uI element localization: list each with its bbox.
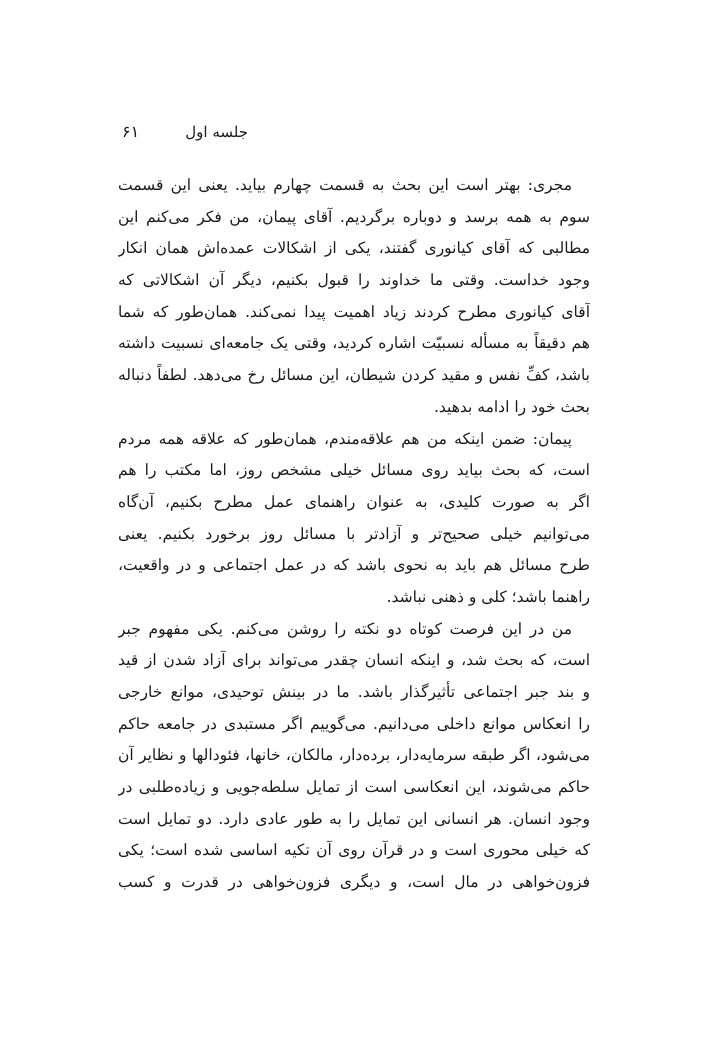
- text-line: حاکم می‌شوند، این انعکاسی است از تمایل سلطه‌جویی و زیاده‌طلبی در: [118, 778, 590, 797]
- running-header: [122, 122, 248, 142]
- text-line: اگر به صورت کلیدی، به عنوان راهنمای عمل مطرح بکنیم، آن‌گاه: [118, 492, 590, 511]
- text-line: مجری: بهتر است این بحث به قسمت چهارم بیاید. یعنی این قسمت: [118, 176, 572, 194]
- text-line: طرح مسائل هم باید به نحوی باشد که در عمل اجتماعی و در واقعیت،: [118, 556, 590, 575]
- text-line: وجود انسان. هر انسانی این تمایل را به طور عادی دارد. دو تمایل است: [118, 809, 590, 828]
- text-line: وجود خداست. وقتی ما خداوند را قبول بکنیم، دیگر آن اشکالاتی که: [118, 271, 590, 290]
- body-text: [118, 170, 590, 899]
- text-line: پیمان: ضمن اینکه من هم علاقه‌مندم، همان‌طور که علاقه همه مردم: [118, 429, 572, 448]
- text-line: بحث خود را ادامه بدهید.: [433, 397, 590, 416]
- text-line: و بند جبر اجتماعی تأثیرگذار باشد. ما در بینش توحیدی، موانع خارجی: [118, 683, 590, 701]
- text-line: سوم به همه برسد و دوباره برگردیم. آقای پیمان، من فکر می‌کنم این: [118, 207, 590, 226]
- text-line: فزون‌خواهی در مال است، و دیگری فزون‌خواهی در قدرت و کسب: [118, 873, 590, 892]
- text-line: هم دقیقاً به مسأله نسبیّت اشاره کردید، وقتی یک جامعه‌ای نسبیت داشته: [118, 334, 590, 353]
- text-line: است، که بحث شد، و اینکه انسان چقدر می‌تواند برای آزاد شدن از قید: [118, 651, 590, 670]
- text-line: می‌توانیم خیلی صحیح‌تر و آزادتر با مسائل روز برخورد بکنیم. یعنی: [118, 524, 590, 543]
- text-line: که خیلی محوری است و در قرآن روی آن تکیه اساسی شده است؛ یکی: [118, 841, 590, 860]
- text-line: است، که بحث بیاید روی مسائل خیلی مشخص روز، اما مکتب را هم: [118, 461, 590, 480]
- chapter-title: جلسه اول: [185, 123, 248, 141]
- text-line: من در این فرصت کوتاه دو نکته را روشن می‌کنم. یکی مفهوم جبر: [118, 619, 572, 638]
- text-line: باشد، کفِّ نفس و مقید کردن شیطان، این مسائل رخ می‌دهد. لطفاً دنباله: [118, 366, 590, 385]
- text-line: راهنما باشد؛ کلی و ذهنی نباشد.: [386, 587, 590, 606]
- page-number: ۶۱: [122, 122, 140, 141]
- text-line: می‌شود، اگر طبقه سرمایه‌دار، برده‌دار، مالکان، خانها، فئودالها و نظایر آن: [118, 746, 590, 765]
- text-line: را انعکاس موانع داخلی می‌دانیم. می‌گوییم اگر مستبدی در جامعه حاکم: [118, 714, 590, 733]
- text-line: مطالبی که آقای کیانوری گفتند، یکی از اشکالات عمده‌اش همان انکار: [118, 239, 590, 258]
- text-line: آقای کیانوری مطرح کردند زیاد اهمیت پیدا نمی‌کند. همان‌طور که شما: [118, 302, 590, 321]
